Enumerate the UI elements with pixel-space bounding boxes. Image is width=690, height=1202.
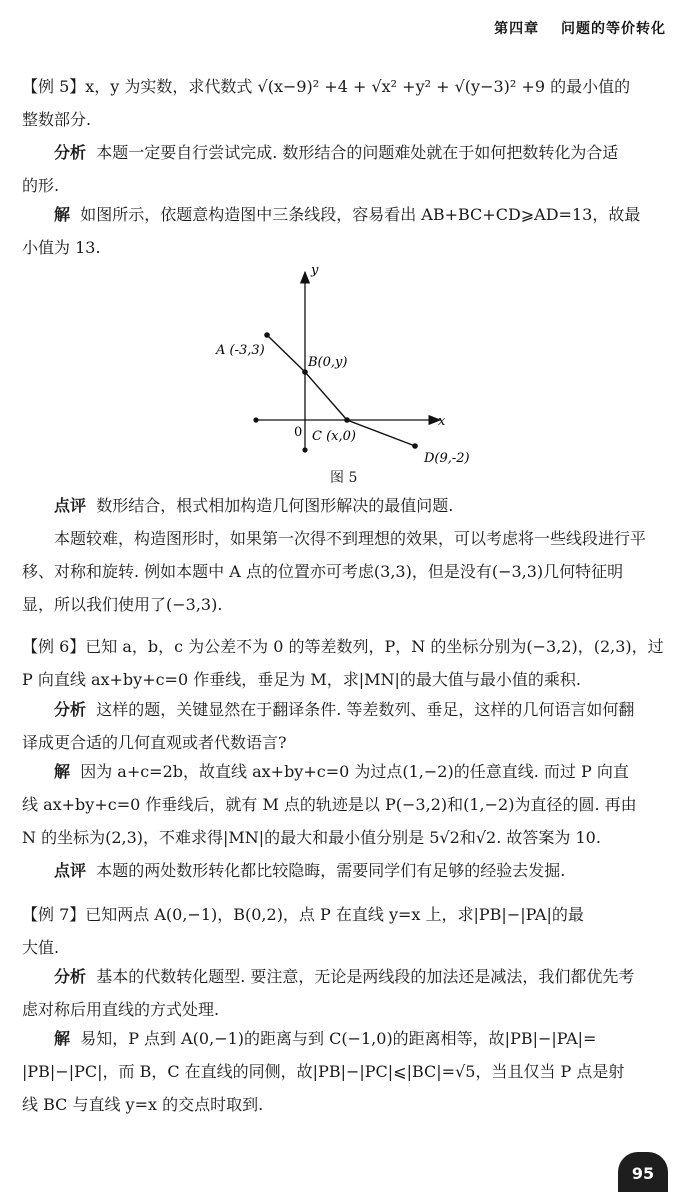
analysis-text-2: 译成更合适的几何直观或者代数语言?: [22, 733, 287, 752]
label-c: C (x,0): [312, 429, 356, 444]
example-7-solution: [22, 1022, 670, 1121]
figure-5: [200, 262, 480, 492]
analysis-text: 基本的代数转化题型. 要注意，无论是两线段的加法还是减法，我们都优先考: [96, 967, 635, 986]
solution-text: 因为 a+c=2b，故直线 ax+by+c=0 为过点(1,−2)的任意直线. 而过 P 向直: [80, 762, 629, 781]
example-7-line-1: 【例 7】已知两点 A(0,−1)，B(0,2)，点 P 在直线 y=x 上，求|PB|−|PA|的最: [22, 905, 584, 924]
label-a: A (-3,3): [216, 343, 265, 358]
example-5-solution: [22, 198, 670, 264]
x-axis-label: x: [438, 414, 446, 429]
analysis-label: 分析: [54, 700, 87, 719]
label-d: D(9,-2): [424, 451, 470, 466]
solution-label: 解: [54, 205, 71, 224]
point-a: [264, 332, 270, 338]
comment-text-4: 显，所以我们使用了(−3,3).: [22, 595, 223, 614]
point-b: [302, 369, 308, 375]
point-c: [344, 417, 350, 423]
example-7-question: [22, 898, 670, 964]
example-6-line-2: P 向直线 ax+by+c=0 作垂线，垂足为 M，求|MN|的最大值与最小值的乘积.: [22, 670, 581, 689]
solution-text-2: 线 ax+by+c=0 作垂线后，就有 M 点的轨迹是以 P(−3,2)和(1,−2)为直径的圆. 再由: [22, 795, 637, 814]
chapter-label: 第四章: [494, 21, 540, 37]
solution-label: 解: [54, 1029, 71, 1048]
example-6-question: [22, 630, 670, 696]
example-5-analysis: [22, 136, 670, 202]
solution-text: 如图所示，依题意构造图中三条线段，容易看出 AB+BC+CD⩾AD=13，故最: [80, 205, 641, 224]
example-5-line-1: 【例 5】x，y 为实数，求代数式 √(x−9)² +4 + √x² +y² + √(y−3)² +9 的最小值的: [22, 77, 631, 96]
comment-label: 点评: [54, 496, 87, 515]
comment-5: [22, 489, 670, 621]
comment-text: 本题的两处数形转化都比较隐晦，需要同学们有足够的经验去发掘.: [96, 861, 566, 880]
axis-tick-dot: [253, 417, 258, 422]
analysis-text-2: 虑对称后用直线的方式处理.: [22, 1000, 220, 1019]
figure-caption: 图 5: [330, 470, 358, 486]
running-header: [478, 18, 666, 38]
solution-text: 易知，P 点到 A(0,−1)的距离与到 C(−1,0)的距离相等，故|PB|−|PA|=: [80, 1029, 597, 1048]
solution-text-3: 线 BC 与直线 y=x 的交点时取到.: [22, 1095, 264, 1114]
comment-text-3: 移、对称和旋转. 例如本题中 A 点的位置亦可考虑(3,3)，但是没有(−3,3)几何特征明: [22, 562, 624, 581]
label-b: B(0,y): [308, 355, 348, 370]
solution-text-2: |PB|−|PC|，而 B，C 在直线的同侧，故|PB|−|PC|⩽|BC|=√5，当且仅当 P 点是射: [22, 1062, 625, 1081]
analysis-label: 分析: [54, 967, 87, 986]
y-axis-label: y: [311, 263, 319, 278]
example-7-analysis: [22, 960, 670, 1026]
comment-text: 数形结合，根式相加构造几何图形解决的最值问题.: [96, 496, 454, 515]
comment-text-2: 本题较难，构造图形时，如果第一次得不到理想的效果，可以考虑将一些线段进行平: [54, 529, 647, 548]
solution-text-2: 小值为 13.: [22, 238, 101, 257]
point-d: [412, 443, 418, 449]
example-6-analysis: [22, 693, 670, 759]
analysis-text: 这样的题，关键显然在于翻译条件. 等差数列、垂足，这样的几何语言如何翻: [96, 700, 635, 719]
analysis-label: 分析: [54, 143, 87, 162]
analysis-text: 本题一定要自行尝试完成. 数形结合的问题难处就在于如何把数转化为合适: [96, 143, 619, 162]
solution-text-3: N 的坐标为(2,3)，不难求得|MN|的最大和最小值分别是 5√2和√2. 故答案为 10.: [22, 828, 601, 847]
example-7-line-2: 大值.: [22, 938, 60, 957]
chapter-title: 问题的等价转化: [561, 21, 666, 37]
page-number: 95: [618, 1152, 668, 1192]
origin-label: 0: [294, 425, 303, 440]
example-6-solution: [22, 755, 670, 887]
axis-tick-dot: [302, 447, 307, 452]
analysis-text-2: 的形.: [22, 176, 60, 195]
solution-label: 解: [54, 762, 71, 781]
example-6-line-1: 【例 6】已知 a，b，c 为公差不为 0 的等差数列，P，N 的坐标分别为(−3,2)，(2,3)，过: [22, 637, 664, 656]
comment-label: 点评: [54, 861, 87, 880]
example-5-question: [22, 70, 670, 136]
example-5-line-2: 整数部分.: [22, 110, 92, 129]
